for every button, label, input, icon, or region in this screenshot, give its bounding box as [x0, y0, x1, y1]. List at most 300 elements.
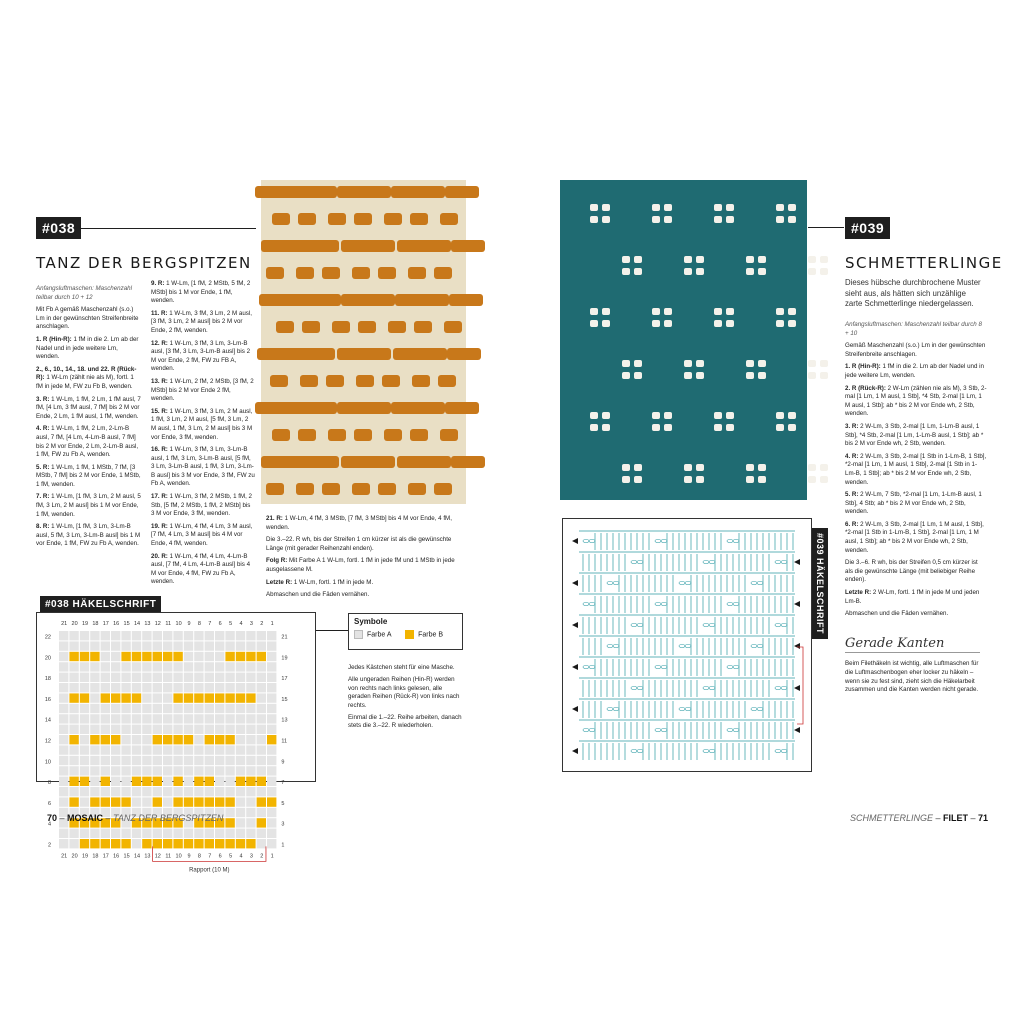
farbe-b-label: Farbe B [418, 631, 443, 639]
filet-hole [664, 424, 672, 431]
chart-cell [194, 641, 203, 650]
chart-cell [121, 704, 130, 713]
row-label: 8. R: [36, 523, 50, 531]
chart-cell [267, 673, 276, 682]
chart-cell [163, 829, 172, 838]
chart-cell [184, 631, 193, 640]
row-number-left: 2 [47, 842, 51, 849]
chain-symbol [637, 750, 643, 753]
chart-cell [69, 704, 78, 713]
chart-cell [59, 766, 68, 775]
chart-cell [257, 766, 266, 775]
filet-hole [788, 216, 796, 223]
filet-hole [788, 308, 796, 315]
filet-hole [714, 216, 722, 223]
chart-cell [80, 725, 89, 734]
chart-cell [80, 704, 89, 713]
left-col3-paragraph: Die 3.–22. R wh, bis der Streifen 1 cm kürzer ist als die gewünschte Länge (mit gerader Reihenzahl enden). [266, 536, 452, 552]
yarn-stitch-block [434, 483, 452, 495]
column-number-top: 8 [197, 621, 201, 627]
chart-cell [111, 631, 120, 640]
chart-cell [132, 745, 141, 754]
filet-hole [664, 204, 672, 211]
filet-hole [696, 372, 704, 379]
chart-cell [80, 693, 89, 702]
column-number-bottom: 20 [71, 853, 78, 860]
chart-cell [69, 662, 78, 671]
filet-hole [602, 308, 610, 315]
chart-cell [184, 673, 193, 682]
chart-cell [80, 714, 89, 723]
chart-cell [153, 756, 162, 765]
chart-cell [132, 787, 141, 796]
chart-cell [69, 756, 78, 765]
chart-cell [101, 693, 110, 702]
left-col2-paragraph: 9. R: 1 W-Lm, [1 fM, 2 MStb, 5 fM, 2 MStb] bis 1 M vor Ende, 1 fM, wenden. [151, 280, 251, 305]
chart-cell [236, 756, 245, 765]
chart-cell [142, 641, 151, 650]
chart-cell [215, 641, 224, 650]
chart-cell [69, 797, 78, 806]
chart-cell [163, 673, 172, 682]
chart-cell [59, 662, 68, 671]
yarn-stitch-block [303, 186, 337, 198]
chart-cell [142, 693, 151, 702]
chart-cell [59, 787, 68, 796]
pattern-title: TANZ DER BERGSPITZEN [36, 254, 252, 272]
chart-cell [257, 756, 266, 765]
filet-hole [808, 476, 816, 483]
chart-cell [173, 756, 182, 765]
instructions-column-2 [151, 280, 255, 591]
chart-cell [59, 797, 68, 806]
chart-cell [225, 714, 234, 723]
chart-cell [80, 735, 89, 744]
chart-cell [132, 641, 141, 650]
column-number-bottom: 11 [165, 853, 172, 860]
chain-symbol [613, 708, 619, 711]
chart-cell [90, 714, 99, 723]
chart-cell [153, 673, 162, 682]
column-number-bottom: 5 [229, 853, 233, 860]
chart-cell [205, 839, 214, 848]
column-number-bottom: 16 [113, 853, 120, 860]
column-number-bottom: 8 [197, 853, 201, 860]
filet-hole [634, 256, 642, 263]
yarn-stitch-block [270, 375, 288, 387]
row-number-left: 18 [44, 676, 51, 683]
row-label: 3. R: [845, 422, 859, 430]
chart-cell [80, 641, 89, 650]
filet-hole [776, 216, 784, 223]
chart-cell [142, 829, 151, 838]
chart-cell [142, 756, 151, 765]
chart-cell [236, 673, 245, 682]
yarn-stitch-block [301, 348, 335, 360]
chart-cell [101, 829, 110, 838]
filet-hole [684, 464, 692, 471]
chart-cell [184, 756, 193, 765]
chart-cell [90, 839, 99, 848]
chart-cell [194, 777, 203, 786]
yarn-stitch-block [412, 375, 430, 387]
chart-cell [69, 839, 78, 848]
filet-hole [776, 308, 784, 315]
chart-cell [101, 735, 110, 744]
chain-symbol [775, 750, 781, 753]
chart-cell [173, 787, 182, 796]
footer-section-left: MOSAIC [67, 813, 104, 823]
chart-cell [267, 704, 276, 713]
chart-cell [205, 683, 214, 692]
chart-cell [267, 829, 276, 838]
yarn-stitch-block [354, 429, 372, 441]
column-number-top: 1 [270, 621, 274, 627]
chart-cell [121, 693, 130, 702]
chain-symbol [727, 603, 733, 606]
chart-cell [246, 839, 255, 848]
chain-symbol [757, 708, 763, 711]
chart-cell [194, 662, 203, 671]
chart-cell [173, 631, 182, 640]
chain-symbol [781, 561, 787, 564]
column-number-top: 20 [71, 621, 78, 627]
chart-cell [153, 714, 162, 723]
chain-symbol [775, 687, 781, 690]
chart-cell [257, 662, 266, 671]
chain-symbol [685, 582, 691, 585]
left-col2-paragraph: 11. R: 1 W-Lm, 3 fM, 3 Lm, 2 M ausl, [3 fM, 3 Lm, 2 M ausl] bis 2 M vor Ende, 2 fM, wenden. [151, 309, 252, 334]
filet-hole [714, 412, 722, 419]
yarn-stitch-block [417, 240, 451, 252]
chart-cell [246, 725, 255, 734]
chart-cell [225, 673, 234, 682]
chart-cell [173, 745, 182, 754]
row-number-left: 12 [44, 738, 51, 745]
chart-cell [236, 766, 245, 775]
chart-cell [59, 641, 68, 650]
column-number-bottom: 21 [61, 853, 68, 860]
yarn-stitch-block [410, 213, 428, 225]
row-label: 1. R (Hin-R): [845, 363, 881, 371]
chart-cell [257, 797, 266, 806]
photo-background [261, 180, 466, 504]
column-number-top: 19 [81, 621, 89, 627]
chart-cell [267, 839, 276, 848]
left-col1-paragraph: Anfangsluftmaschen: Maschenzahl teilbar durch 10 + 12 [36, 285, 132, 301]
filet-hole [652, 216, 660, 223]
chart-cell [80, 839, 89, 848]
filet-hole [820, 476, 828, 483]
row-arrow-icon [794, 643, 800, 649]
filet-hole [758, 372, 766, 379]
chart-cell [225, 693, 234, 702]
row-label: 15. R: [151, 407, 168, 415]
chain-symbol [733, 666, 739, 669]
chart-cell [69, 725, 78, 734]
row-number-left: 8 [47, 780, 51, 787]
chart-cell [69, 641, 78, 650]
chart-cell [132, 693, 141, 702]
chart-cell [215, 683, 224, 692]
chain-symbol [751, 708, 757, 711]
yarn-stitch-block [438, 375, 456, 387]
footer-section-right: FILET [943, 813, 969, 823]
chart-cell [205, 735, 214, 744]
yarn-stitch-block [440, 429, 458, 441]
chart-cell [101, 662, 110, 671]
yarn-stitch-block [332, 321, 350, 333]
filet-hole [590, 308, 598, 315]
chart-cell [121, 735, 130, 744]
chain-symbol [775, 561, 781, 564]
chart-cell [111, 641, 120, 650]
chart-cell [132, 673, 141, 682]
filet-hole [820, 256, 828, 263]
chart-cell [257, 693, 266, 702]
row-label: 4. R: [36, 425, 50, 433]
row-label: 11. R: [151, 309, 168, 317]
yarn-stitch-block [302, 321, 320, 333]
filet-hole [726, 216, 734, 223]
chart-cell [142, 745, 151, 754]
chart-cell [121, 662, 130, 671]
yarn-stitch-block [445, 402, 479, 414]
chain-symbol [727, 540, 733, 543]
chart-cell [132, 735, 141, 744]
chart-cell [246, 818, 255, 827]
chart-cell [194, 673, 203, 682]
row-number-right: 17 [281, 676, 288, 683]
filet-hole [726, 320, 734, 327]
filet-hole [634, 372, 642, 379]
filet-hole [776, 320, 784, 327]
yarn-stitch-block [326, 375, 344, 387]
left-col1-paragraph: 5. R: 1 W-Lm, 1 fM, 1 MStb, 7 fM, [3 MStb, 7 fM] bis 2 M vor Ende, 1 MStb, 1 fM, wenden. [36, 463, 141, 488]
chart-cell [205, 652, 214, 661]
filet-hole [590, 424, 598, 431]
chart-cell [267, 797, 276, 806]
chart-cell [225, 829, 234, 838]
photo-background [560, 180, 807, 500]
chain-symbol [655, 729, 661, 732]
chart-cell [142, 704, 151, 713]
filet-hole [696, 476, 704, 483]
chart-cell [132, 725, 141, 734]
column-number-top: 17 [102, 621, 109, 627]
column-number-bottom: 6 [218, 853, 222, 860]
chart-cell [59, 829, 68, 838]
chart-cell [184, 777, 193, 786]
yarn-stitch-block [296, 267, 314, 279]
chart-cell [205, 797, 214, 806]
yarn-stitch-block [415, 294, 449, 306]
chart-cell [205, 631, 214, 640]
chart-cell [80, 777, 89, 786]
chart-cell [215, 797, 224, 806]
chart-cell [225, 652, 234, 661]
yarn-stitch-block [358, 321, 376, 333]
column-number-bottom: 9 [187, 853, 191, 860]
chart-cell [59, 652, 68, 661]
chart-cell [257, 725, 266, 734]
chart-vertical-tag: #039 HÄKELSCHRIFT [812, 528, 828, 639]
chart-cell [173, 797, 182, 806]
filet-hole [714, 424, 722, 431]
chart-cell [236, 631, 245, 640]
chart-cell [121, 766, 130, 775]
filet-hole [758, 268, 766, 275]
chart-cell [173, 673, 182, 682]
chain-symbol [781, 750, 787, 753]
chart-cell [59, 683, 68, 692]
row-label: Folg R: [266, 557, 288, 565]
row-label: Letzte R: [266, 578, 293, 586]
filet-hole [746, 360, 754, 367]
chart-cell [101, 839, 110, 848]
chart-cell [59, 693, 68, 702]
chart-cell [121, 777, 130, 786]
chart-cell [246, 683, 255, 692]
filet-hole [622, 372, 630, 379]
yarn-stitch-block [378, 483, 396, 495]
filet-hole [696, 268, 704, 275]
chart-cell [142, 673, 151, 682]
chart-cell [111, 766, 120, 775]
right-col-paragraph: 4. R: 2 W-Lm, 3 Stb, 2-mal [1 Stb in 1-Lm-B, 1 Stb], *2-mal [1 Lm, 1 M ausl, 1 Stb], 2-mal [1 Stb in 1-Lm-B, 1 Stb]; ab * bis 2 M vor Ende wh, 2 Stb, wenden. [845, 452, 987, 486]
chart-cell [246, 631, 255, 640]
row-number-left: 4 [47, 821, 51, 828]
chart-cell [153, 704, 162, 713]
chart-cell [184, 797, 193, 806]
chain-symbol [637, 624, 643, 627]
chart-cell [59, 735, 68, 744]
chart-cell [267, 808, 276, 817]
filet-hole [602, 216, 610, 223]
column-number-top: 7 [208, 621, 212, 627]
chart-cell [194, 797, 203, 806]
chart-cell [59, 777, 68, 786]
chart-cell [173, 683, 182, 692]
farbe-a-label: Farbe A [367, 631, 392, 639]
yarn-stitch-block [322, 483, 340, 495]
row-number-left: 22 [44, 634, 51, 641]
chart-cell [267, 662, 276, 671]
row-number-right: 3 [281, 821, 285, 828]
chart-cell [163, 756, 172, 765]
chart-cell [90, 662, 99, 671]
filet-hole [590, 320, 598, 327]
chart-cell [215, 704, 224, 713]
chart-cell [267, 683, 276, 692]
chart-cell [111, 683, 120, 692]
chart-cell [194, 725, 203, 734]
chart-cell [59, 745, 68, 754]
row-label: 3. R: [36, 395, 50, 403]
yarn-stitch-block [440, 213, 458, 225]
chart-cell [246, 735, 255, 744]
mosaic-swatch-photo [261, 180, 466, 504]
chart-cell [267, 641, 276, 650]
column-number-bottom: 18 [92, 853, 99, 860]
chart-cell [225, 777, 234, 786]
filet-hole [714, 320, 722, 327]
column-number-bottom: 17 [102, 853, 109, 860]
chart-cell [132, 652, 141, 661]
chart-cell [236, 808, 245, 817]
row-arrow-icon [572, 748, 578, 754]
yarn-stitch-block [305, 240, 339, 252]
filet-hole [622, 256, 630, 263]
chain-symbol [655, 666, 661, 669]
chart-cell [194, 714, 203, 723]
chain-symbol [733, 729, 739, 732]
chart-cell [90, 777, 99, 786]
right-col-paragraph: Abmaschen und die Fäden vernähen. [845, 610, 949, 618]
chart-cell [101, 797, 110, 806]
row-label: 21. R: [266, 515, 283, 522]
chart-cell [163, 725, 172, 734]
chain-symbol [733, 603, 739, 606]
chart-cell [163, 745, 172, 754]
chart-cell [163, 735, 172, 744]
chart-cell [194, 704, 203, 713]
row-label: 2. R (Rück-R): [845, 384, 886, 392]
chart-cell [101, 787, 110, 796]
chart-cell [142, 735, 151, 744]
row-number-right: 21 [281, 634, 288, 641]
filet-hole [808, 372, 816, 379]
chain-symbol [703, 624, 709, 627]
filet-hole [652, 308, 660, 315]
chart-cell [257, 818, 266, 827]
chart-cell [246, 704, 255, 713]
chart-cell [153, 725, 162, 734]
chain-symbol [709, 750, 715, 753]
chart-cell [132, 704, 141, 713]
chart-cell [69, 787, 78, 796]
chart-cell [246, 777, 255, 786]
chain-symbol [655, 540, 661, 543]
filet-hole [788, 204, 796, 211]
chart-cell [246, 829, 255, 838]
chart-cell [121, 683, 130, 692]
column-number-bottom: 4 [239, 853, 243, 860]
chart-cell [257, 745, 266, 754]
chart-cell [257, 641, 266, 650]
yarn-stitch-block [328, 429, 346, 441]
left-col2-paragraph: 17. R: 1 W-Lm, 3 fM, 2 MStb, 1 fM, 2 Stb, [5 fM, 2 MStb, 1 fM, 2 MStb] bis 3 M vor Ende, 3 fM, wenden. [151, 493, 252, 518]
chart-cell [173, 714, 182, 723]
right-col-paragraph: Letzte R: 2 W-Lm, fortl. 1 fM in jede M und jeden Lm-B. [845, 589, 980, 605]
filet-hole [590, 216, 598, 223]
chart-cell [111, 652, 120, 661]
chart-cell [163, 797, 172, 806]
chain-symbol [727, 666, 733, 669]
page-number-left: 70 [47, 813, 58, 823]
header-rule [80, 228, 256, 229]
chart-cell [215, 662, 224, 671]
chart-cell [121, 673, 130, 682]
filet-hole [808, 360, 816, 367]
left-col2-paragraph: 19. R: 1 W-Lm, 4 fM, 4 Lm, 3 M ausl, [7 fM, 4 Lm, 3 M ausl] bis 4 M vor Ende, 4 fM, wenden. [151, 522, 253, 548]
chart-cell [173, 652, 182, 661]
row-arrow-icon [794, 601, 800, 607]
chart-cell [153, 662, 162, 671]
chain-symbol [727, 729, 733, 732]
chart-cell [153, 787, 162, 796]
chart-cell [142, 797, 151, 806]
